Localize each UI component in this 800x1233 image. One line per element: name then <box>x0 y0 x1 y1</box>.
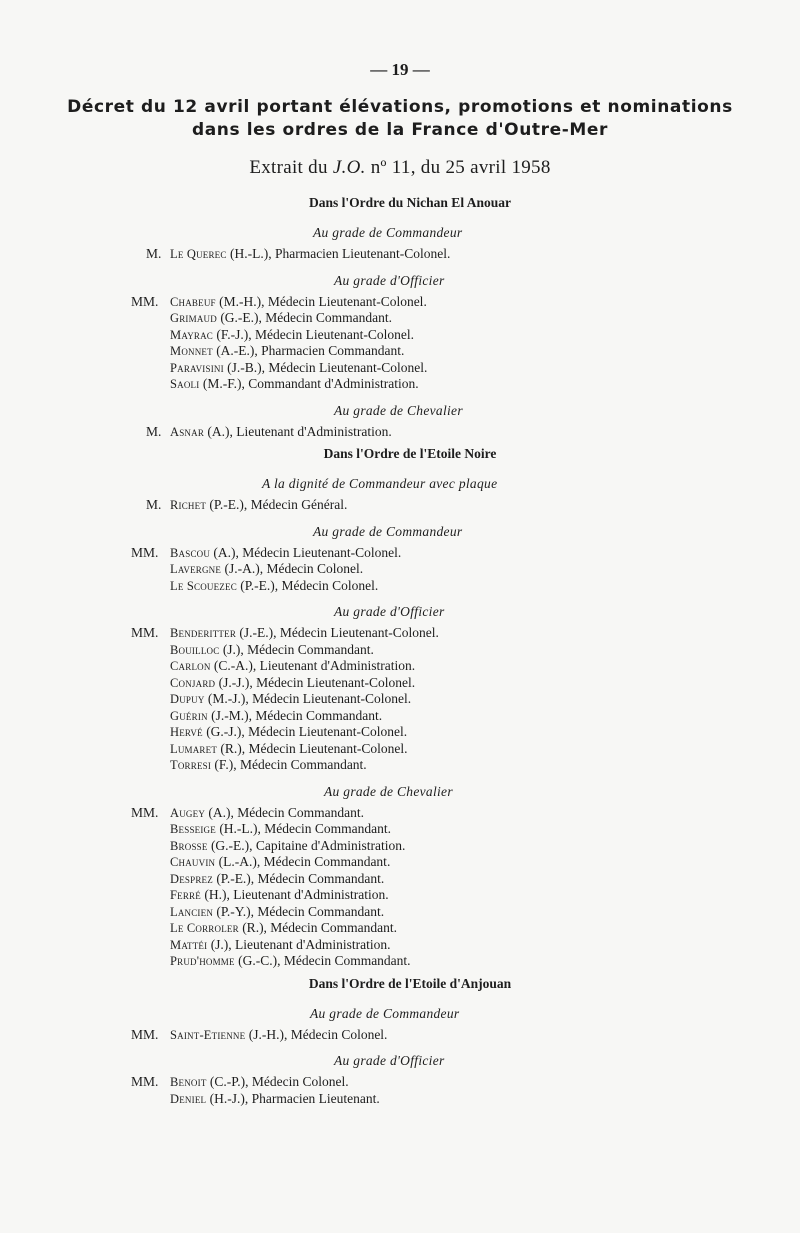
nominee-surname: Benoit <box>170 1075 207 1089</box>
nominee-details: (G.-E.), Capitaine d'Administration. <box>207 837 406 853</box>
nominee-surname: Bouilloc <box>170 642 220 657</box>
nominee-details: (J.-M.), Médecin Commandant. <box>207 707 383 723</box>
extract-subtitle <box>0 157 800 179</box>
nominee-details: (M.-F.), Commandant d'Administration. <box>199 376 419 391</box>
subtitle-prefix: Extrait du <box>249 157 333 178</box>
nominee-surname: Chauvin <box>170 855 216 869</box>
decree-body <box>0 193 800 1113</box>
nominee-entry <box>0 904 800 921</box>
nominee-details: (F.-J.), Médecin Lieutenant-Colonel. <box>213 326 414 342</box>
nominee-details: (J.-H.), Médecin Colonel. <box>245 1026 388 1042</box>
nominee-details: (R.), Médecin Commandant. <box>238 920 398 935</box>
nominee-surname: Ferré <box>170 888 201 902</box>
nominee-surname: Mayrac <box>170 327 213 342</box>
honorific-prefix: M. <box>146 423 162 439</box>
nominee-list <box>0 246 800 263</box>
nominee-details: (P.-E.), Médecin Colonel. <box>236 577 379 593</box>
honorific-prefix: M. <box>146 246 162 261</box>
nominee-entry <box>0 691 800 708</box>
nominee-surname: Monnet <box>170 344 213 358</box>
nominee-entry <box>0 1074 800 1091</box>
nominee-list <box>0 497 800 514</box>
nominee-details: (J.-A.), Médecin Colonel. <box>221 561 364 576</box>
nominee-entry <box>0 805 800 822</box>
nominee-details: (J.-J.), Médecin Lieutenant-Colonel. <box>215 674 416 690</box>
nominee-surname: Brosse <box>170 838 208 853</box>
grade-heading: Au grade d'Officier <box>334 604 445 619</box>
order-heading: Dans l'Ordre de l'Etoile Noire <box>323 446 497 461</box>
nominee-surname: Besseige <box>170 822 216 836</box>
nominee-surname: Carlon <box>170 659 211 673</box>
nominee-details: (P.-E.), Médecin Commandant. <box>212 870 385 886</box>
nominee-details: (G.-E.), Médecin Commandant. <box>216 310 393 325</box>
nominee-surname: Augey <box>170 805 206 820</box>
nominee-surname: Torresi <box>170 758 212 772</box>
honorific-prefix: MM. <box>131 804 159 820</box>
nominee-details: (C.-P.), Médecin Colonel. <box>206 1074 349 1089</box>
nominee-entry <box>0 1027 800 1044</box>
nominee-details: (H.-L.), Pharmacien Lieutenant-Colonel. <box>226 246 451 261</box>
nominee-details: (J.), Lieutenant d'Administration. <box>207 936 391 952</box>
decree-title <box>60 96 740 142</box>
nominee-surname: Guérin <box>170 708 208 723</box>
grade-heading: Au grade d'Officier <box>334 272 445 288</box>
grade-heading: A la dignité de Commandeur avec plaque <box>262 476 498 491</box>
nominee-entry <box>0 887 800 904</box>
nominee-entry <box>0 658 800 675</box>
nominee-details: (R.), Médecin Lieutenant-Colonel. <box>217 740 408 756</box>
nominee-surname: Bascou <box>170 545 211 560</box>
subtitle-suffix: nº 11, du 25 avril 1958 <box>365 157 551 178</box>
nominee-surname: Lancien <box>170 904 214 919</box>
grade-heading: Au grade de Chevalier <box>334 402 463 418</box>
honorific-prefix: MM. <box>131 1026 159 1042</box>
nominee-surname: Richet <box>170 498 207 512</box>
nominee-details: (P.-E.), Médecin Général. <box>206 497 348 512</box>
nominee-surname: Deniel <box>170 1091 207 1106</box>
nominee-details: (P.-Y.), Médecin Commandant. <box>213 903 385 919</box>
nominee-details: (M.-H.), Médecin Lieutenant-Colonel. <box>215 293 427 309</box>
nominee-entry <box>0 360 800 377</box>
grade-heading: Au grade d'Officier <box>334 1053 445 1068</box>
nominee-entry <box>0 424 800 441</box>
nominee-surname: Benderitter <box>170 626 237 640</box>
nominee-entry <box>0 724 800 741</box>
decree-title-line-2: dans les ordres de la France d'Outre-Mer <box>191 120 609 140</box>
nominee-entry <box>0 821 800 838</box>
nominee-surname: Dupuy <box>170 692 205 706</box>
decree-title-line-1: Décret du 12 avril portant élévations, promotions et nominations <box>67 97 733 117</box>
nominee-surname: Le Corroler <box>170 921 239 935</box>
nominee-entry <box>0 871 800 888</box>
nominee-entry <box>0 675 800 692</box>
nominee-details: (C.-A.), Lieutenant d'Administration. <box>210 658 416 673</box>
order-section <box>0 976 800 1108</box>
nominee-details: (J.-B.), Médecin Lieutenant-Colonel. <box>223 359 428 375</box>
order-section <box>0 195 800 440</box>
nominee-surname: Chabeuf <box>170 294 216 309</box>
nominee-details: (M.-J.), Médecin Lieutenant-Colonel. <box>204 691 412 706</box>
nominee-entry <box>0 708 800 725</box>
nominee-entry <box>0 953 800 970</box>
nominee-surname: Asnar <box>170 424 205 439</box>
nominee-surname: Conjard <box>170 675 216 690</box>
nominee-details: (L.-A.), Médecin Commandant. <box>215 854 391 869</box>
nominee-entry <box>0 920 800 937</box>
nominee-entry <box>0 578 800 595</box>
order-heading: Dans l'Ordre de l'Etoile d'Anjouan <box>308 975 512 991</box>
nominee-surname: Mattéi <box>170 937 208 952</box>
nominee-entry <box>0 545 800 562</box>
grade-heading: Au grade de Chevalier <box>324 783 453 799</box>
order-heading: Dans l'Ordre du Nichan El Anouar <box>309 195 511 210</box>
nominee-details: (G.-J.), Médecin Lieutenant-Colonel. <box>202 724 408 739</box>
nominee-entry <box>0 343 800 360</box>
nominee-details: (A.-E.), Pharmacien Commandant. <box>212 343 405 358</box>
nominee-entry <box>0 327 800 344</box>
nominee-surname: Paravisini <box>170 360 224 375</box>
nominee-surname: Desprez <box>170 871 213 886</box>
nominee-entry <box>0 838 800 855</box>
grade-heading: Au grade de Commandeur <box>310 1005 460 1021</box>
nominee-details: (H.-J.), Pharmacien Lieutenant. <box>206 1090 380 1106</box>
nominee-surname: Lumaret <box>170 741 218 756</box>
nominee-details: (H.-L.), Médecin Commandant. <box>215 821 392 836</box>
nominee-surname: Hervé <box>170 725 203 739</box>
nominee-list <box>0 294 800 393</box>
nominee-surname: Le Querec <box>170 247 227 261</box>
nominee-entry <box>0 937 800 954</box>
nominee-details: (A.), Médecin Lieutenant-Colonel. <box>210 544 402 560</box>
order-section <box>0 446 800 970</box>
nominee-entry <box>0 741 800 758</box>
nominee-details: (J.-E.), Médecin Lieutenant-Colonel. <box>236 625 439 640</box>
nominee-entry <box>0 642 800 659</box>
nominee-surname: Saoli <box>170 377 200 391</box>
nominee-list <box>0 1074 800 1107</box>
nominee-surname: Saint-Etienne <box>170 1027 246 1042</box>
nominee-entry <box>0 246 800 263</box>
nominee-surname: Grimaud <box>170 311 217 325</box>
nominee-surname: Lavergne <box>170 562 222 576</box>
nominee-details: (A.), Lieutenant d'Administration. <box>204 423 392 439</box>
honorific-prefix: M. <box>146 497 162 512</box>
grade-heading: Au grade de Commandeur <box>313 523 463 539</box>
honorific-prefix: MM. <box>131 544 159 560</box>
nominee-list <box>0 625 800 774</box>
nominee-list <box>0 1027 800 1044</box>
nominee-entry <box>0 1091 800 1108</box>
nominee-entry <box>0 625 800 642</box>
honorific-prefix: MM. <box>131 625 159 640</box>
nominee-list <box>0 805 800 970</box>
page-number: — 19 — <box>370 60 430 79</box>
nominee-entry <box>0 497 800 514</box>
nominee-list <box>0 424 800 441</box>
nominee-details: (A.), Médecin Commandant. <box>205 804 364 820</box>
nominee-entry <box>0 294 800 311</box>
grade-heading: Au grade de Commandeur <box>313 225 463 240</box>
nominee-details: (F.), Médecin Commandant. <box>211 757 367 772</box>
nominee-details: (G.-C.), Médecin Commandant. <box>234 953 411 968</box>
nominee-entry <box>0 854 800 871</box>
nominee-details: (H.), Lieutenant d'Administration. <box>200 887 389 902</box>
nominee-entry <box>0 376 800 393</box>
nominee-details: (J.), Médecin Commandant. <box>219 641 374 657</box>
honorific-prefix: MM. <box>131 1074 159 1089</box>
honorific-prefix: MM. <box>131 293 159 309</box>
nominee-surname: Le Scouezec <box>170 578 237 593</box>
nominee-list <box>0 545 800 595</box>
nominee-surname: Prud'homme <box>170 954 235 968</box>
subtitle-jo: J.O. <box>332 157 366 178</box>
nominee-entry <box>0 757 800 774</box>
nominee-entry <box>0 310 800 327</box>
nominee-entry <box>0 561 800 578</box>
